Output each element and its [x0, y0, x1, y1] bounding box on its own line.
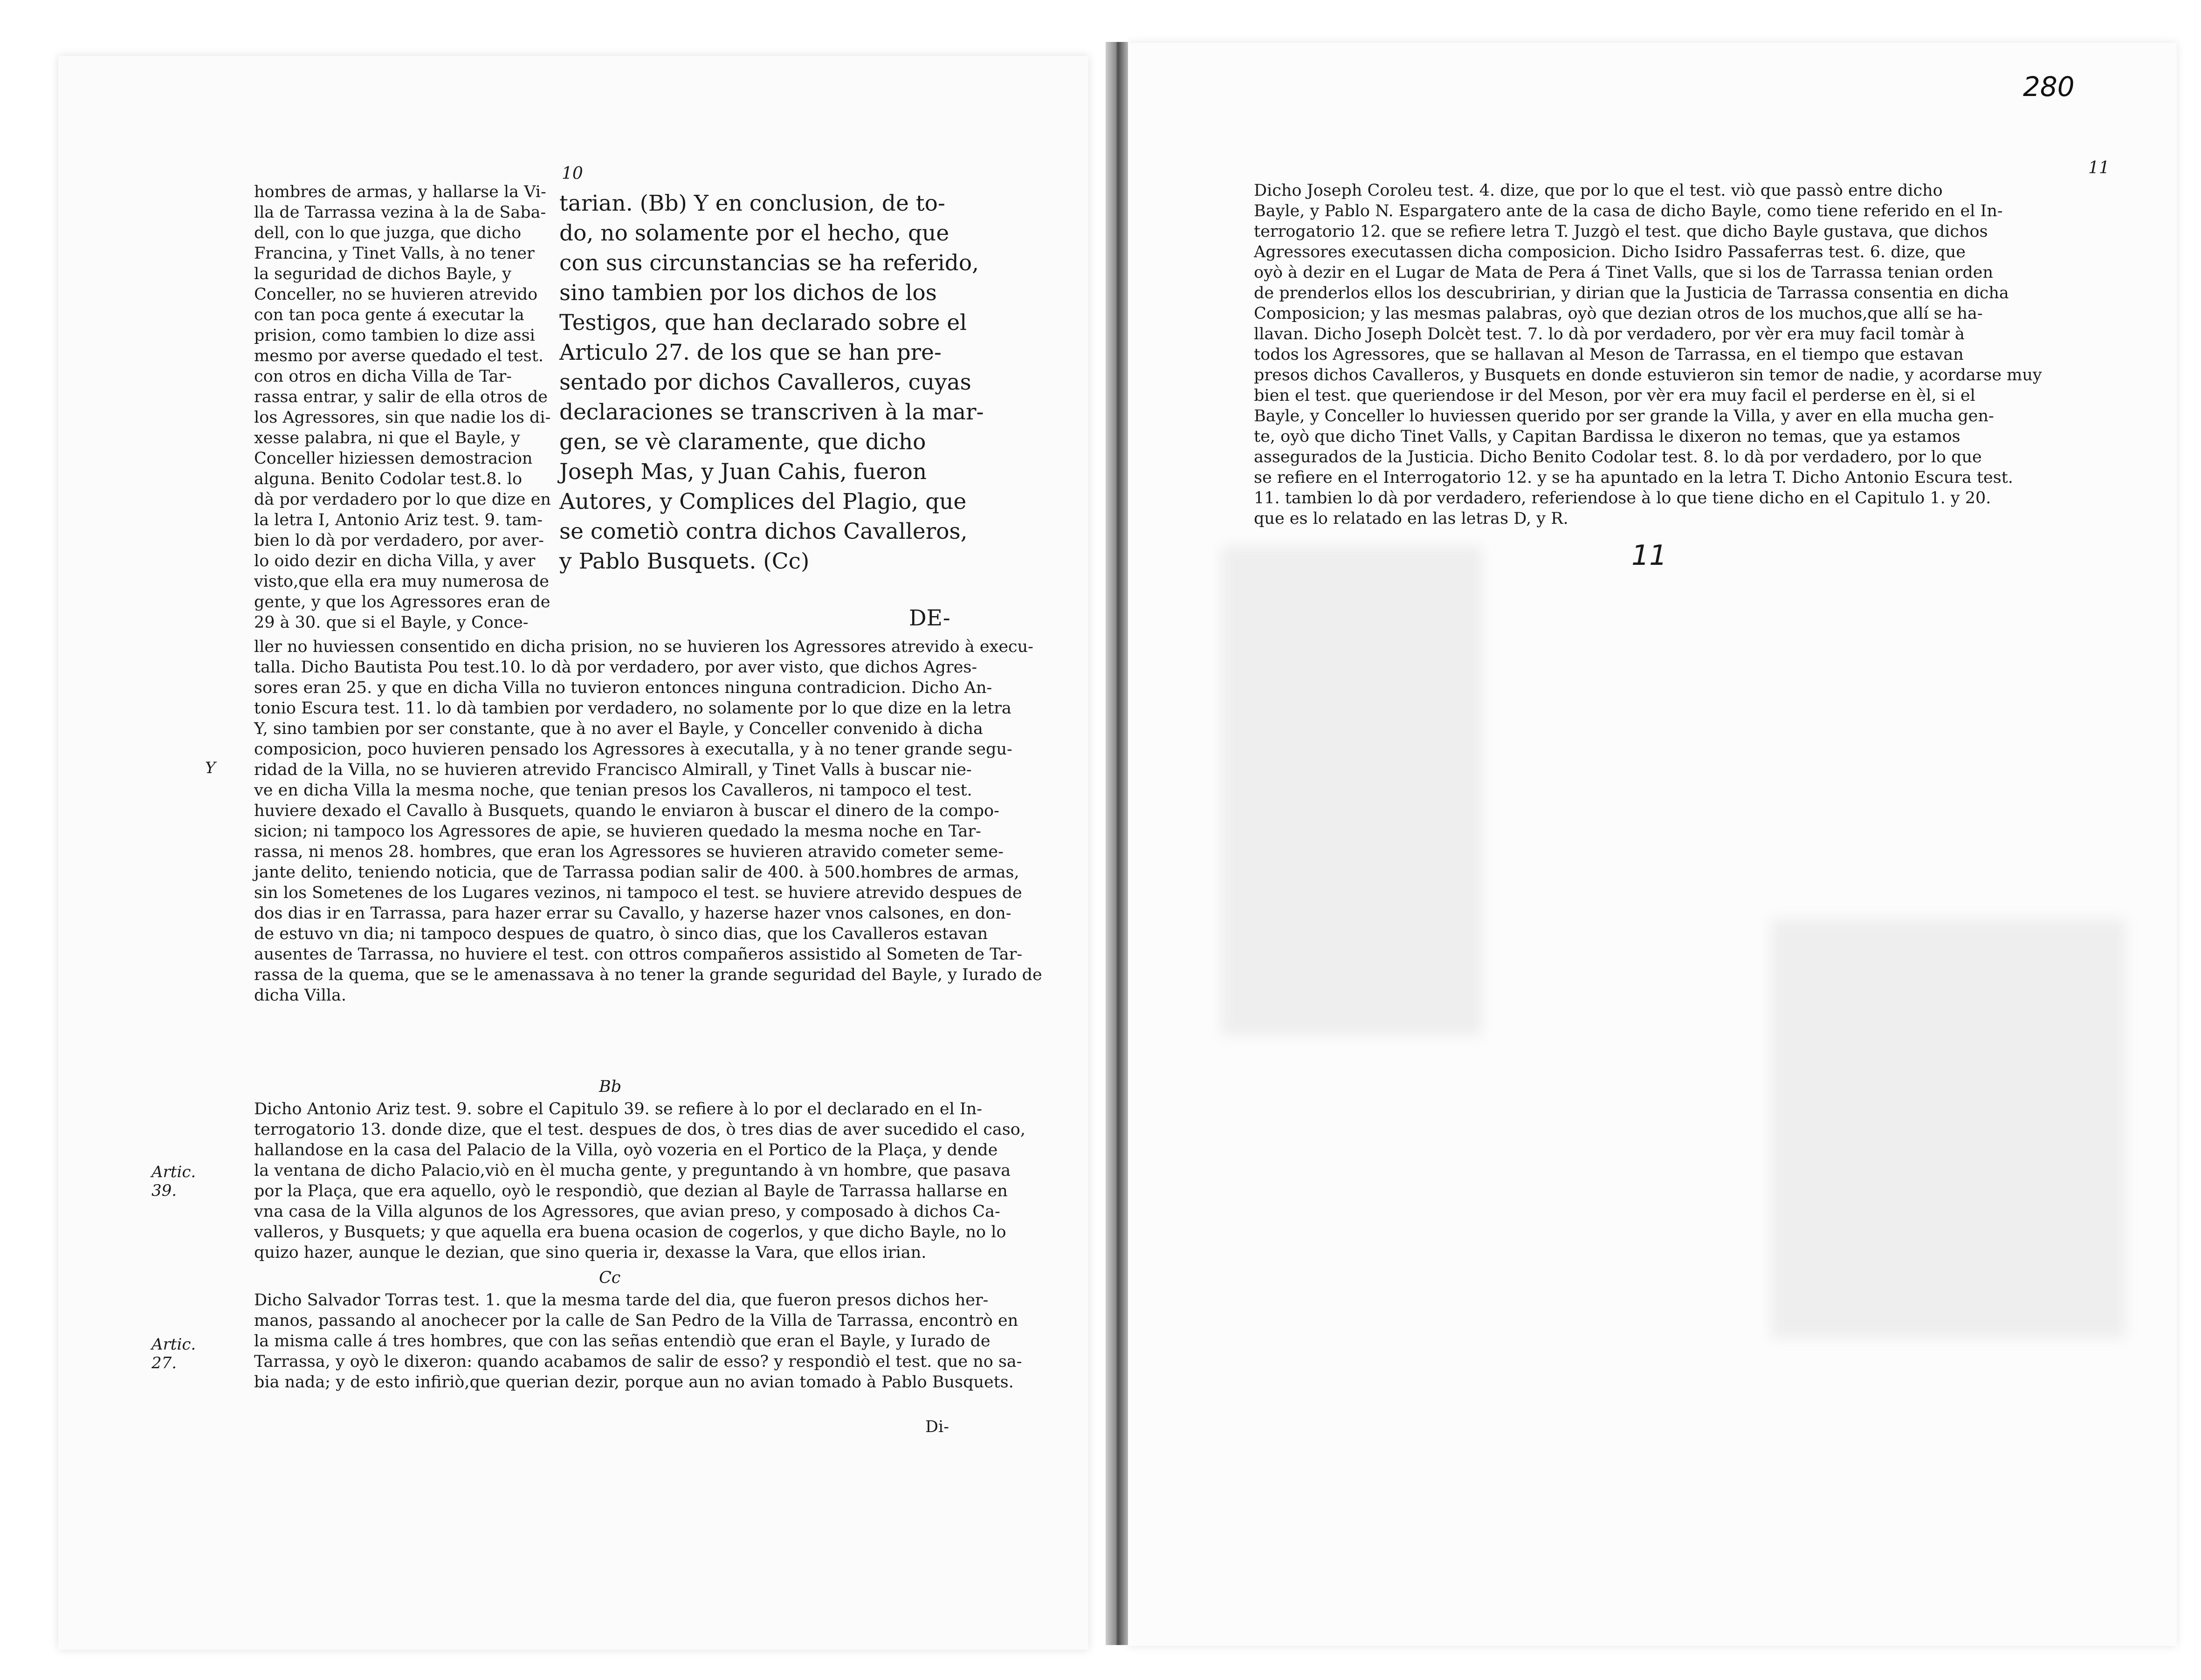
bleed-through [1221, 546, 1482, 1035]
text-line: assegurados de la Justicia. Dicho Benito Codolar test. 8. lo dà por verdadero, por lo que [1254, 448, 1982, 466]
handwritten-mark: 11 [1631, 539, 1667, 572]
text-line: rassa de la quema, que se le amenassava à no tener la grande seguridad del Bayle, y Iurado de [254, 966, 1042, 984]
text-line: ller no huviessen consentido en dicha prision, no se huvieren los Agressores atrevido à execu- [254, 638, 1034, 656]
text-line: con tan poca gente á executar la [254, 306, 524, 324]
text-line: alguna. Benito Codolar test.8. lo [254, 470, 523, 488]
text-line: con sus circunstancias se ha referido, [559, 250, 979, 276]
text-line: sores eran 25. y que en dicha Villa no tuvieron entonces ninguna contradicion. Dicho An- [254, 679, 992, 697]
section-cc-label: Cc [599, 1269, 621, 1287]
text-line: se cometiò contra dichos Cavalleros, [559, 519, 968, 544]
text-line: Dicho Salvador Torras test. 1. que la mesma tarde del dia, que fueron presos dichos her- [254, 1291, 989, 1310]
book-gutter [1106, 42, 1128, 1645]
text-line: bien lo dà por verdadero, por aver- [254, 531, 544, 550]
text-line: gente, y que los Agressores eran de [254, 593, 550, 611]
full-width-text [254, 637, 1042, 1006]
text-line: dos dias ir en Tarrassa, para hazer errar su Cavallo, y hazerse hazer vnos calsones, en don- [254, 904, 1011, 923]
section-bb-label: Bb [599, 1077, 622, 1096]
text-line: Articulo 27. de los que se han pre- [559, 340, 942, 365]
text-line: Conceller, no se huvieren atrevido [254, 285, 538, 304]
section-bb-text [254, 1099, 1025, 1263]
text-line: Francina, y Tinet Valls, à no tener [254, 244, 535, 263]
text-line: manos, passando al anochecer por la calle de San Pedro de la Villa de Tarrassa, encontrò en [254, 1311, 1018, 1330]
text-line: la letra I, Antonio Ariz test. 9. tam- [254, 511, 543, 529]
text-line: ridad de la Villa, no se huvieren atrevido Francisco Almirall, y Tinet Valls à buscar nie- [254, 761, 972, 779]
text-line: valleros, y Busquets; y que aquella era buena ocasion de cogerlos, y que dicho Bayle, no lo [254, 1223, 1006, 1241]
text-line: llavan. Dicho Joseph Dolcèt test. 7. lo dà por verdadero, por vèr era muy facil tomàr à [1254, 325, 1965, 343]
text-line: bia nada; y de esto infiriò,que querian dezir, porque aun no avian tomado à Pablo Busquets. [254, 1373, 1014, 1392]
text-line: dicha Villa. [254, 986, 346, 1005]
text-line: jante delito, teniendo noticia, que de Tarrassa podian salir de 400. à 500.hombres de armas, [254, 863, 1019, 882]
text-line: y Pablo Busquets. (Cc) [559, 549, 810, 574]
text-line: Tarrassa, y oyò le dixeron: quando acabamos de salir de esso? y respondiò el test. que no sa- [254, 1352, 1022, 1371]
text-line: que es lo relatado en las letras D, y R. [1254, 509, 1568, 528]
text-line: oyò à dezir en el Lugar de Mata de Pera á Tinet Valls, que si los de Tarrassa tenian orden [1254, 263, 1994, 282]
folio-number: 280 [2023, 71, 2075, 103]
text-line: Bayle, y Conceller lo huviessen querido por ser grande la Villa, y aver en ella mucha gen- [1254, 407, 1994, 425]
text-line: la seguridad de dichos Bayle, y [254, 265, 511, 283]
text-line: dell, con lo que juzga, que dicho [254, 224, 522, 242]
text-line: 29 à 30. que si el Bayle, y Conce- [254, 613, 529, 632]
text-line: tonio Escura test. 11. lo dà tambien por verdadero, no solamente por lo que dize en la letra [254, 699, 1011, 718]
text-line: prision, como tambien lo dize assi [254, 326, 535, 345]
text-line: quizo hazer, aunque le dezian, que sino queria ir, dexasse la Vara, que ellos irian. [254, 1243, 927, 1262]
right-page [1128, 43, 2177, 1646]
text-line: sino tambien por los dichos de los [559, 280, 937, 306]
text-line: presos dichos Cavalleros, y Busquets en donde estuvieron sin temor de nadie, y acordarse muy [1254, 366, 2042, 384]
text-line: sin los Sometenes de los Lugares vezinos, ni tampoco el test. se huviere atrevido despues de [254, 884, 1022, 902]
text-line: do, no solamente por el hecho, que [559, 220, 949, 246]
margin-artic-39: Artic. 39. [151, 1163, 196, 1200]
catchword-de: DE- [909, 605, 950, 631]
text-line: 11. tambien lo dà por verdadero, referiendose à lo que tiene dicho en el Capitulo 1. y 20. [1254, 489, 1991, 507]
text-line: Composicion; y las mesmas palabras, oyò que dezian otros de los muchos,que allí se ha- [1254, 304, 1983, 323]
text-line: se refiere en el Interrogatorio 12. y se ha apuntado en la letra T. Dicho Antonio Escura test. [1254, 468, 2013, 487]
text-line: sentado por dichos Cavalleros, cuyas [559, 370, 971, 395]
text-line: hombres de armas, y hallarse la Vi- [254, 183, 546, 201]
text-line: con otros en dicha Villa de Tar- [254, 367, 512, 386]
text-line: lo oido dezir en dicha Villa, y aver [254, 552, 536, 570]
left-page [58, 56, 1088, 1650]
text-line: rassa, ni menos 28. hombres, que eran los Agressores se huvieren atravido cometer seme- [254, 843, 1004, 861]
text-line: la misma calle á tres hombres, que con las señas entendiò que eran el Bayle, y Iurado de [254, 1332, 990, 1351]
text-line: de estuvo vn dia; ni tampoco despues de quatro, ò sinco dias, que los Cavalleros estavan [254, 925, 988, 943]
text-line: bien el test. que queriendose ir del Meson, por vèr era muy facil el perderse en èl, si el [1254, 386, 1975, 405]
text-line: huviere dexado el Cavallo à Busquets, quando le enviaron à buscar el dinero de la compo- [254, 802, 999, 820]
text-line: Y, sino tambien por ser constante, que à no aver el Bayle, y Conceller convenido à dicha [254, 720, 983, 738]
bleed-through-margin [1771, 919, 2125, 1338]
text-line: dà por verdadero por lo que dize en [254, 490, 551, 509]
main-text-column [559, 189, 984, 576]
text-line: por la Plaça, que era aquello, oyò le respondiò, que dezian al Bayle de Tarrassa hallarse en [254, 1182, 1008, 1200]
text-line: xesse palabra, ni que el Bayle, y [254, 429, 520, 447]
text-line: composicion, poco huvieren pensado los Agressores à executalla, y à no tener grande segu- [254, 740, 1012, 759]
text-line: lla de Tarrassa vezina à la de Saba- [254, 203, 546, 222]
text-line: mesmo por averse quedado el test. [254, 347, 543, 365]
text-line: talla. Dicho Bautista Pou test.10. lo dà por verdadero, por aver visto, que dichos Agres- [254, 658, 977, 677]
text-line: hallandose en la casa del Palacio de la Villa, oyò vozeria en el Portico de la Plaça, y dende [254, 1141, 998, 1159]
text-line: vna casa de la Villa algunos de los Agressores, que avian preso, y composado à dichos Ca- [254, 1202, 1000, 1221]
page-number: 10 [562, 164, 583, 183]
text-line: terrogatorio 12. que se refiere letra T. Juzgò el test. que dicho Bayle gustava, que dichos [1254, 222, 1988, 241]
text-line: gen, se vè claramente, que dicho [559, 429, 926, 455]
text-line: Joseph Mas, y Juan Cahis, fueron [559, 459, 927, 485]
text-line: tarian. (Bb) Y en conclusion, de to- [559, 191, 945, 216]
text-line: Dicho Antonio Ariz test. 9. sobre el Capitulo 39. se refiere à lo por el declarado en el In- [254, 1100, 983, 1118]
text-line: ausentes de Tarrassa, no huviere el test. con ottros compañeros assistido al Someten de Tar- [254, 945, 1023, 964]
page-number: 11 [2088, 158, 2110, 178]
section-cc-text [254, 1290, 1022, 1392]
text-line: Testigos, que han declarado sobre el [559, 310, 967, 336]
text-line: la ventana de dicho Palacio,viò en èl mucha gente, y preguntando à vn hombre, que pasava [254, 1161, 1011, 1180]
text-line: Conceller hiziessen demostracion [254, 449, 533, 468]
catchword-di: Di- [925, 1418, 949, 1436]
text-line: te, oyò que dicho Tinet Valls, y Capitan Bardissa le dixeron no temas, que ya estamos [1254, 427, 1960, 446]
right-page-text [1254, 180, 2042, 529]
narrow-left-column [254, 182, 551, 633]
text-line: todos los Agressores, que se hallavan al Meson de Tarrassa, en el tiempo que estavan [1254, 345, 1964, 364]
text-line: rassa entrar, y salir de ella otros de [254, 388, 548, 406]
text-line: los Agressores, sin que nadie los di- [254, 408, 551, 427]
text-line: declaraciones se transcriven à la mar- [559, 399, 984, 425]
text-line: terrogatorio 13. donde dize, que el test. despues de dos, ò tres dias de aver sucedido el caso, [254, 1120, 1025, 1139]
text-line: sicion; ni tampoco los Agressores de apie, se huvieren quedado la mesma noche en Tar- [254, 822, 981, 841]
text-line: Bayle, y Pablo N. Espargatero ante de la casa de dicho Bayle, como tiene referido en el In- [1254, 202, 2003, 220]
text-line: de prenderlos ellos los descubririan, y dirian que la Justicia de Tarrassa consentia en dicha [1254, 284, 2009, 302]
text-line: ve en dicha Villa la mesma noche, que tenian presos los Cavalleros, ni tampoco el test. [254, 781, 972, 800]
text-line: Autores, y Complices del Plagio, que [559, 489, 967, 514]
text-line: Agressores executassen dicha composicion. Dicho Isidro Passaferras test. 6. dize, que [1254, 243, 1966, 261]
margin-artic-27: Artic. 27. [151, 1335, 196, 1372]
margin-mark-y: Y [205, 759, 216, 777]
text-line: visto,que ella era muy numerosa de [254, 572, 549, 591]
text-line: Dicho Joseph Coroleu test. 4. dize, que por lo que el test. viò que passò entre dicho [1254, 181, 1943, 200]
